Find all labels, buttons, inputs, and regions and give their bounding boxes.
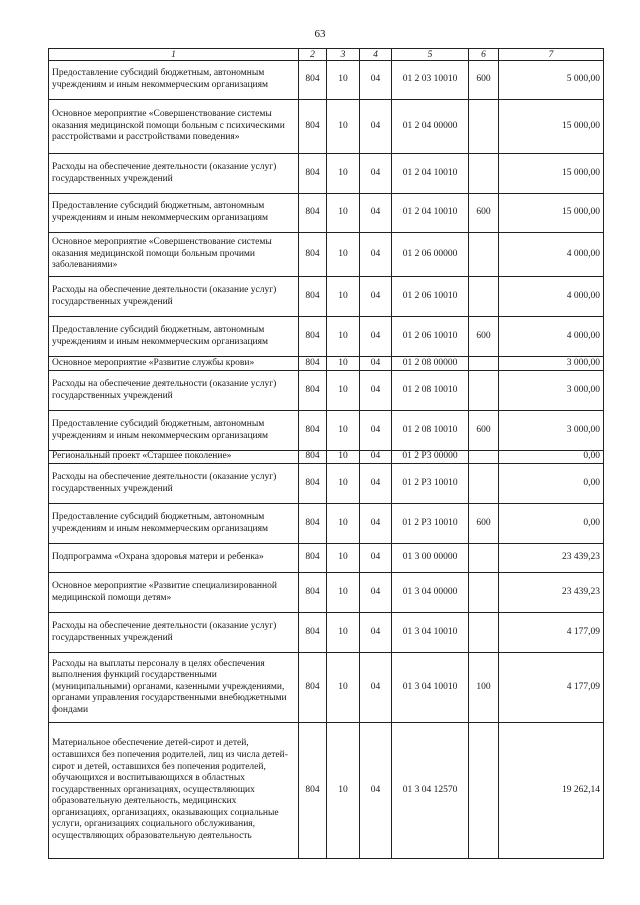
row-name-cell: Предоставление субсидий бюджетным, автономным учреждениям и иным некоммерческим организациям [49, 504, 299, 544]
code-cell: 804 [299, 723, 327, 859]
expense-type-cell: 600 [469, 411, 499, 451]
section-cell: 10 [327, 61, 360, 100]
table-row [49, 154, 604, 194]
table-row [49, 451, 604, 464]
row-name-cell: Предоставление субсидий бюджетным, автономным учреждениям и иным некоммерческим организациям [49, 411, 299, 451]
subsection-cell: 04 [360, 653, 392, 723]
table-row [49, 277, 604, 317]
section-cell: 10 [327, 317, 360, 357]
section-cell: 10 [327, 544, 360, 573]
amount-cell: 15 000,00 [499, 194, 604, 233]
expense-type-cell [469, 371, 499, 411]
target-article-cell: 01 2 P3 00000 [392, 451, 469, 464]
section-cell: 10 [327, 411, 360, 451]
section-cell: 10 [327, 723, 360, 859]
header-row [49, 49, 604, 61]
subsection-cell: 04 [360, 544, 392, 573]
target-article-cell: 01 3 04 00000 [392, 573, 469, 613]
subsection-cell: 04 [360, 504, 392, 544]
subsection-cell: 04 [360, 277, 392, 317]
table-row [49, 613, 604, 653]
row-name-cell: Расходы на выплаты персоналу в целях обеспечения выполнения функций государственными (муниципальными) органами, казенными учреждениями, органами управления государственными внебюджетными фондами [49, 653, 299, 723]
subsection-cell: 04 [360, 464, 392, 504]
code-cell: 804 [299, 411, 327, 451]
amount-cell: 3 000,00 [499, 371, 604, 411]
row-name-cell: Подпрограмма «Охрана здоровья матери и ребенка» [49, 544, 299, 573]
section-cell: 10 [327, 371, 360, 411]
table-row [49, 357, 604, 371]
code-cell: 804 [299, 61, 327, 100]
code-cell: 804 [299, 277, 327, 317]
table-row [49, 573, 604, 613]
code-cell: 804 [299, 317, 327, 357]
expense-type-cell [469, 613, 499, 653]
table-row [49, 411, 604, 451]
amount-cell: 15 000,00 [499, 100, 604, 154]
table-row [49, 194, 604, 233]
row-name-cell: Основное мероприятие «Совершенствование системы оказания медицинской помощи больным с психическими расстройствами и расстройствами поведения» [49, 100, 299, 154]
table-row [49, 504, 604, 544]
column-header: 3 [327, 49, 360, 61]
expense-type-cell: 600 [469, 504, 499, 544]
row-name-cell: Региональный проект «Старшее поколение» [49, 451, 299, 464]
expense-type-cell [469, 357, 499, 371]
row-name-cell: Расходы на обеспечение деятельности (оказание услуг) государственных учреждений [49, 277, 299, 317]
column-header: 5 [392, 49, 469, 61]
row-name-cell: Расходы на обеспечение деятельности (оказание услуг) государственных учреждений [49, 154, 299, 194]
subsection-cell: 04 [360, 371, 392, 411]
amount-cell: 0,00 [499, 464, 604, 504]
section-cell: 10 [327, 613, 360, 653]
row-name-cell: Предоставление субсидий бюджетным, автономным учреждениям и иным некоммерческим организациям [49, 194, 299, 233]
target-article-cell: 01 3 04 10010 [392, 653, 469, 723]
row-name-cell: Материальное обеспечение детей-сирот и детей, оставшихся без попечения родителей, лиц из числа детей-сирот и детей, оставшихся без попечения родителей, обучающихся и воспитывающихся в областных государственных организациях, осуществляющих образовательную деятельность, медицинских организациях, организациях, оказывающих социальные услуги, организациях социального обслуживания, осуществляющих образовательную деятельность [49, 723, 299, 859]
row-name-cell: Предоставление субсидий бюджетным, автономным учреждениям и иным некоммерческим организациям [49, 317, 299, 357]
table-row [49, 544, 604, 573]
expense-type-cell: 600 [469, 194, 499, 233]
amount-cell: 0,00 [499, 504, 604, 544]
section-cell: 10 [327, 233, 360, 277]
expense-type-cell [469, 544, 499, 573]
code-cell: 804 [299, 371, 327, 411]
subsection-cell: 04 [360, 317, 392, 357]
code-cell: 804 [299, 613, 327, 653]
code-cell: 804 [299, 100, 327, 154]
section-cell: 10 [327, 357, 360, 371]
expense-type-cell [469, 723, 499, 859]
subsection-cell: 04 [360, 451, 392, 464]
section-cell: 10 [327, 277, 360, 317]
code-cell: 804 [299, 573, 327, 613]
code-cell: 804 [299, 233, 327, 277]
row-name-cell: Расходы на обеспечение деятельности (оказание услуг) государственных учреждений [49, 613, 299, 653]
code-cell: 804 [299, 357, 327, 371]
amount-cell: 4 000,00 [499, 277, 604, 317]
amount-cell: 4 000,00 [499, 233, 604, 277]
section-cell: 10 [327, 154, 360, 194]
section-cell: 10 [327, 504, 360, 544]
target-article-cell: 01 2 04 10010 [392, 194, 469, 233]
code-cell: 804 [299, 464, 327, 504]
table-row [49, 233, 604, 277]
target-article-cell: 01 3 04 12570 [392, 723, 469, 859]
code-cell: 804 [299, 653, 327, 723]
subsection-cell: 04 [360, 233, 392, 277]
expense-type-cell [469, 277, 499, 317]
subsection-cell: 04 [360, 100, 392, 154]
section-cell: 10 [327, 573, 360, 613]
expense-type-cell: 600 [469, 317, 499, 357]
target-article-cell: 01 2 P3 10010 [392, 504, 469, 544]
amount-cell: 23 439,23 [499, 544, 604, 573]
amount-cell: 4 177,09 [499, 653, 604, 723]
target-article-cell: 01 2 06 10010 [392, 277, 469, 317]
amount-cell: 23 439,23 [499, 573, 604, 613]
code-cell: 804 [299, 451, 327, 464]
page-number: 63 [314, 28, 326, 40]
code-cell: 804 [299, 544, 327, 573]
amount-cell: 4 177,09 [499, 613, 604, 653]
section-cell: 10 [327, 464, 360, 504]
target-article-cell: 01 3 00 00000 [392, 544, 469, 573]
column-header: 7 [499, 49, 604, 61]
row-name-cell: Основное мероприятие «Развитие службы крови» [49, 357, 299, 371]
target-article-cell: 01 2 P3 10010 [392, 464, 469, 504]
code-cell: 804 [299, 504, 327, 544]
code-cell: 804 [299, 194, 327, 233]
amount-cell: 4 000,00 [499, 317, 604, 357]
amount-cell: 19 262,14 [499, 723, 604, 859]
row-name-cell: Основное мероприятие «Совершенствование системы оказания медицинской помощи больным прочими заболеваниями» [49, 233, 299, 277]
table-row [49, 653, 604, 723]
expense-type-cell [469, 233, 499, 277]
table-body [49, 61, 604, 859]
section-cell: 10 [327, 100, 360, 154]
row-name-cell: Расходы на обеспечение деятельности (оказание услуг) государственных учреждений [49, 371, 299, 411]
target-article-cell: 01 2 03 10010 [392, 61, 469, 100]
amount-cell: 3 000,00 [499, 357, 604, 371]
amount-cell: 5 000,00 [499, 61, 604, 100]
expense-type-cell [469, 573, 499, 613]
target-article-cell: 01 2 04 00000 [392, 100, 469, 154]
target-article-cell: 01 2 08 10010 [392, 411, 469, 451]
expense-type-cell [469, 464, 499, 504]
amount-cell: 3 000,00 [499, 411, 604, 451]
code-cell: 804 [299, 154, 327, 194]
table-row [49, 317, 604, 357]
expense-type-cell [469, 100, 499, 154]
table-row [49, 100, 604, 154]
expense-type-cell: 100 [469, 653, 499, 723]
amount-cell: 15 000,00 [499, 154, 604, 194]
section-cell: 10 [327, 194, 360, 233]
column-header: 6 [469, 49, 499, 61]
subsection-cell: 04 [360, 61, 392, 100]
section-cell: 10 [327, 653, 360, 723]
table-row [49, 723, 604, 859]
expense-type-cell [469, 451, 499, 464]
column-header: 4 [360, 49, 392, 61]
column-header: 2 [299, 49, 327, 61]
subsection-cell: 04 [360, 613, 392, 653]
subsection-cell: 04 [360, 357, 392, 371]
subsection-cell: 04 [360, 573, 392, 613]
expense-type-cell: 600 [469, 61, 499, 100]
target-article-cell: 01 2 06 10010 [392, 317, 469, 357]
budget-table [48, 48, 604, 859]
target-article-cell: 01 2 08 00000 [392, 357, 469, 371]
row-name-cell: Основное мероприятие «Развитие специализированной медицинской помощи детям» [49, 573, 299, 613]
column-header: 1 [49, 49, 299, 61]
subsection-cell: 04 [360, 723, 392, 859]
table-row [49, 464, 604, 504]
amount-cell: 0,00 [499, 451, 604, 464]
target-article-cell: 01 2 08 10010 [392, 371, 469, 411]
row-name-cell: Предоставление субсидий бюджетным, автономным учреждениям и иным некоммерческим организациям [49, 61, 299, 100]
row-name-cell: Расходы на обеспечение деятельности (оказание услуг) государственных учреждений [49, 464, 299, 504]
section-cell: 10 [327, 451, 360, 464]
table-row [49, 371, 604, 411]
subsection-cell: 04 [360, 411, 392, 451]
table-row [49, 61, 604, 100]
target-article-cell: 01 2 04 10010 [392, 154, 469, 194]
expense-type-cell [469, 154, 499, 194]
target-article-cell: 01 3 04 10010 [392, 613, 469, 653]
subsection-cell: 04 [360, 194, 392, 233]
target-article-cell: 01 2 06 00000 [392, 233, 469, 277]
subsection-cell: 04 [360, 154, 392, 194]
